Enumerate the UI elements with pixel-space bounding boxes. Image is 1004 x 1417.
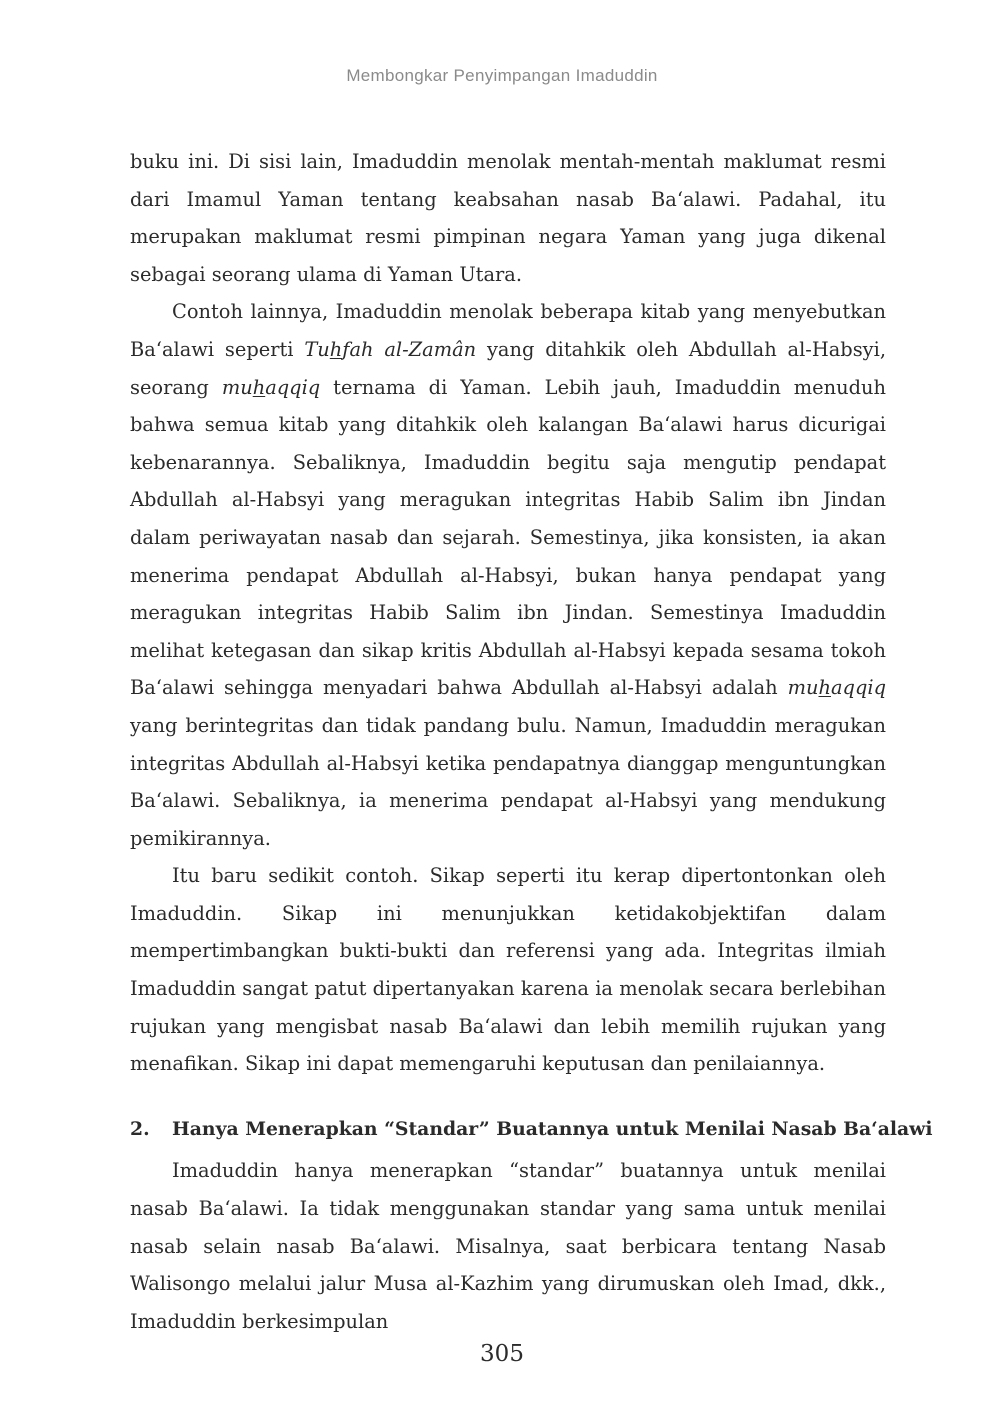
paragraph-4: Imaduddin hanya menerapkan “standar” buatannya untuk menilai nasab Ba‘alawi. Ia tidak menggunakan standar yang sama untuk menilai nasab selain nasab Ba‘alawi. Misalnya, saat berbicara tentang Nasab Walisongo melalui jalur Musa al-Kazhim yang dirumuskan oleh Imad, dkk., Imaduddin berkesimpulan — [130, 1159, 886, 1333]
page-number: 305 — [480, 1341, 524, 1367]
paragraph-2-text-3: ternama di Yaman. Lebih jauh, Imaduddin menuduh bahwa semua kitab yang ditahkik oleh kalangan Ba‘alawi harus dicurigai kebenarannya. Sebaliknya, Imaduddin begitu saja mengutip pendapat Abdullah al-Habsyi yang meragukan integritas Habib Salim ibn Jindan dalam periwayatan nasab dan sejarah. Semestinya, jika konsisten, ia akan menerima pendapat Abdullah al-Habsyi, bukan hanya pendapat yang meragukan integritas Habib Salim ibn Jindan. Semestinya Imaduddin melihat ketegasan dan sikap kritis Abdullah al-Habsyi kepada sesama tokoh Ba‘alawi sehingga menyadari bahwa Abdullah al-Habsyi adalah — [130, 375, 887, 700]
paragraph-1: buku ini. Di sisi lain, Imaduddin menolak mentah-mentah maklumat resmi dari Imamul Yaman tentang keabsahan nasab Ba‘alawi. Padahal, itu merupakan maklumat resmi pimpinan negara Yaman yang juga dikenal sebagai seorang ulama di Yaman Utara. — [130, 150, 886, 286]
paragraph-3: Itu baru sedikit contoh. Sikap seperti itu kerap dipertontonkan oleh Imaduddin. Sikap ini menunjukkan ketidakobjektifan dalam mempertimbangkan bukti-bukti dan referensi yang ada. Integritas ilmiah Imaduddin sangat patut dipertanyakan karena ia menolak secara berlebihan rujukan yang mengisbat nasab Ba‘alawi dan lebih memilih rujukan yang menafikan. Sikap ini dapat memengaruhi keputusan dan penilaiannya. — [130, 864, 886, 1076]
section-title: Hanya Menerapkan “Standar” Buatannya untuk Menilai Nasab Ba‘alawi — [172, 1117, 933, 1140]
book-title-tuhfah: Tuhfah al-Zamân — [304, 337, 477, 361]
paragraph-2 — [130, 293, 886, 857]
section-heading — [130, 1111, 933, 1149]
section-number: 2. — [130, 1117, 150, 1140]
paragraph-2-text-1: Contoh lainnya, Imaduddin menolak beberapa kitab yang menyebutkan Ba‘alawi seperti — [130, 300, 886, 361]
term-muhaqqiq-1: muhaqqiq — [221, 375, 321, 399]
page-body — [130, 143, 933, 1340]
paragraph-2-text-4: yang berintegritas dan tidak pandang bulu. Namun, Imaduddin meragukan integritas Abdullah al-Habsyi ketika pendapatnya dianggap menguntungkan Ba‘alawi. Sebaliknya, ia menerima pendapat al-Habsyi yang mendukung pemikirannya. — [130, 713, 886, 850]
term-muhaqqiq-2: muhaqqiq — [787, 676, 886, 700]
paragraph-2-text-2: yang ditahkik oleh Abdullah al-Habsyi, seorang — [130, 337, 886, 399]
running-header: Membongkar Penyimpangan Imaduddin — [346, 66, 658, 85]
